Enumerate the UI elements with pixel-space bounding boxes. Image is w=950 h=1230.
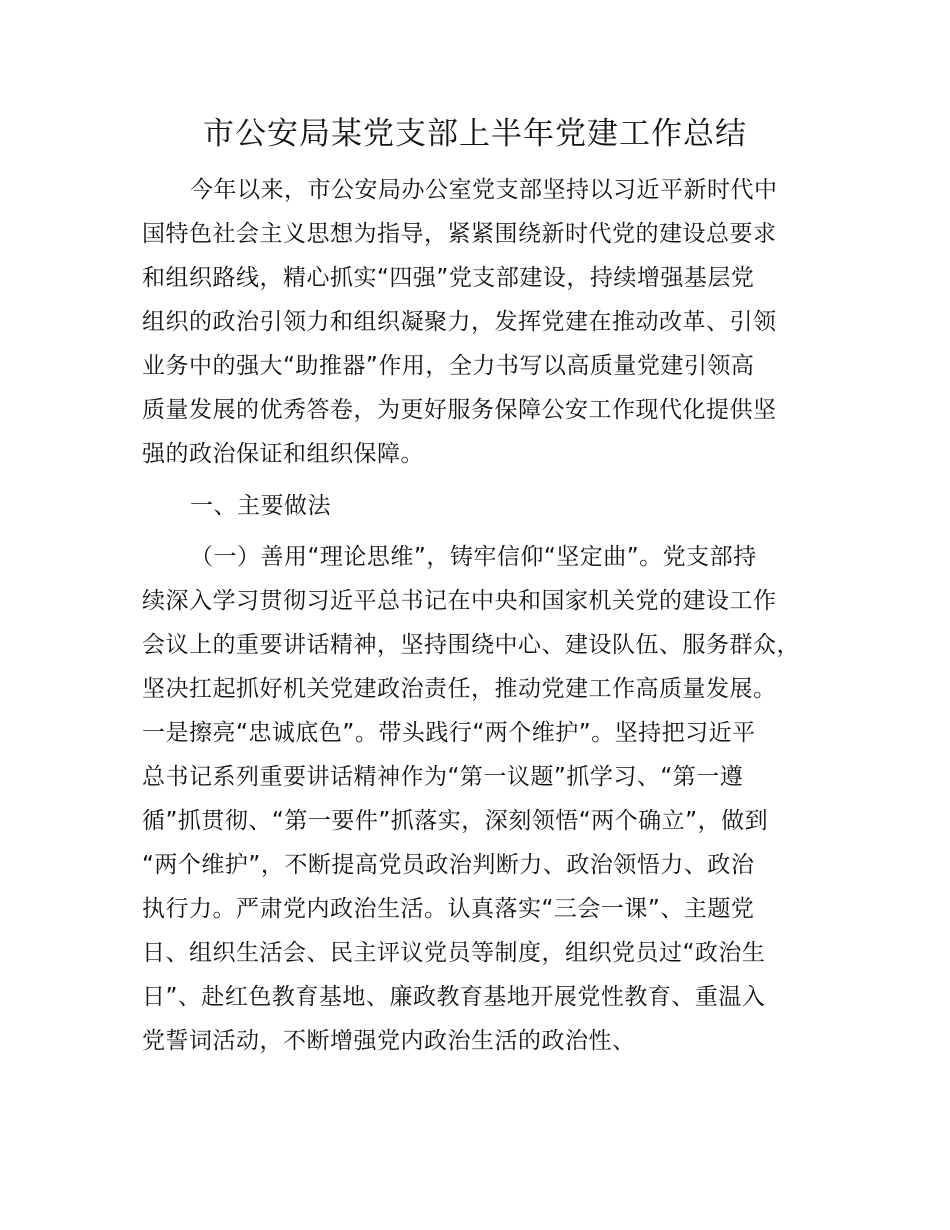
section-heading: 一、主要做法 (190, 493, 331, 519)
paragraph-2-line-3: 会议上的重要讲话精神，坚持围绕中心、建设队伍、服务群众， (142, 632, 800, 658)
paragraph-1-line-3: 和组织路线，精心抓实“四强”党支部建设，持续增强基层党 (142, 265, 755, 291)
paragraph-2-line-2: 续深入学习贯彻习近平总书记在中央和国家机关党的建设工作 (142, 588, 777, 614)
paragraph-1-line-1: 今年以来，市公安局办公室党支部坚持以习近平新时代中 (190, 177, 778, 203)
paragraph-2-line-12: 党誓词活动，不断增强党内政治生活的政治性、 (142, 1028, 636, 1054)
paragraph-2-line-1: （一）善用“理论思维”，铸牢信仰“坚定曲”。党支部持 (190, 544, 757, 570)
paragraph-2-line-10: 日、组织生活会、民主评议党员等制度，组织党员过“政治生 (142, 940, 766, 966)
paragraph-2-line-9: 执行力。严肃党内政治生活。认真落实“三会一课”、主题党 (142, 896, 755, 922)
document-title: 市公安局某党支部上半年党建工作总结 (203, 116, 747, 152)
paragraph-1-line-6: 质量发展的优秀答卷，为更好服务保障公安工作现代化提供坚 (142, 397, 777, 423)
paragraph-2-line-11: 日”、赴红色教育基地、廉政教育基地开展党性教育、重温入 (142, 984, 766, 1010)
paragraph-2-line-4: 坚决扛起抓好机关党建政治责任，推动党建工作高质量发展。 (142, 676, 777, 702)
paragraph-1-line-7: 强的政治保证和组织保障。 (142, 441, 424, 467)
paragraph-1-line-4: 组织的政治引领力和组织凝聚力，发挥党建在推动改革、引领 (142, 309, 777, 335)
paragraph-1-line-5: 业务中的强大“助推器”作用，全力书写以高质量党建引领高 (142, 353, 755, 379)
paragraph-1-line-2: 国特色社会主义思想为指导，紧紧围绕新时代党的建设总要求 (142, 221, 777, 247)
paragraph-2-line-6: 总书记系列重要讲话精神作为“第一议题”抓学习、“第一遵 (142, 764, 744, 790)
paragraph-2-line-7: 循”抓贯彻、“第一要件”抓落实，深刻领悟“两个确立”，做到 (142, 808, 769, 834)
paragraph-2-line-5: 一是擦亮“忠诚底色”。带头践行“两个维护”。坚持把习近平 (142, 720, 756, 746)
paragraph-2-line-8: “两个维护”，不断提高党员政治判断力、政治领悟力、政治 (142, 852, 755, 878)
